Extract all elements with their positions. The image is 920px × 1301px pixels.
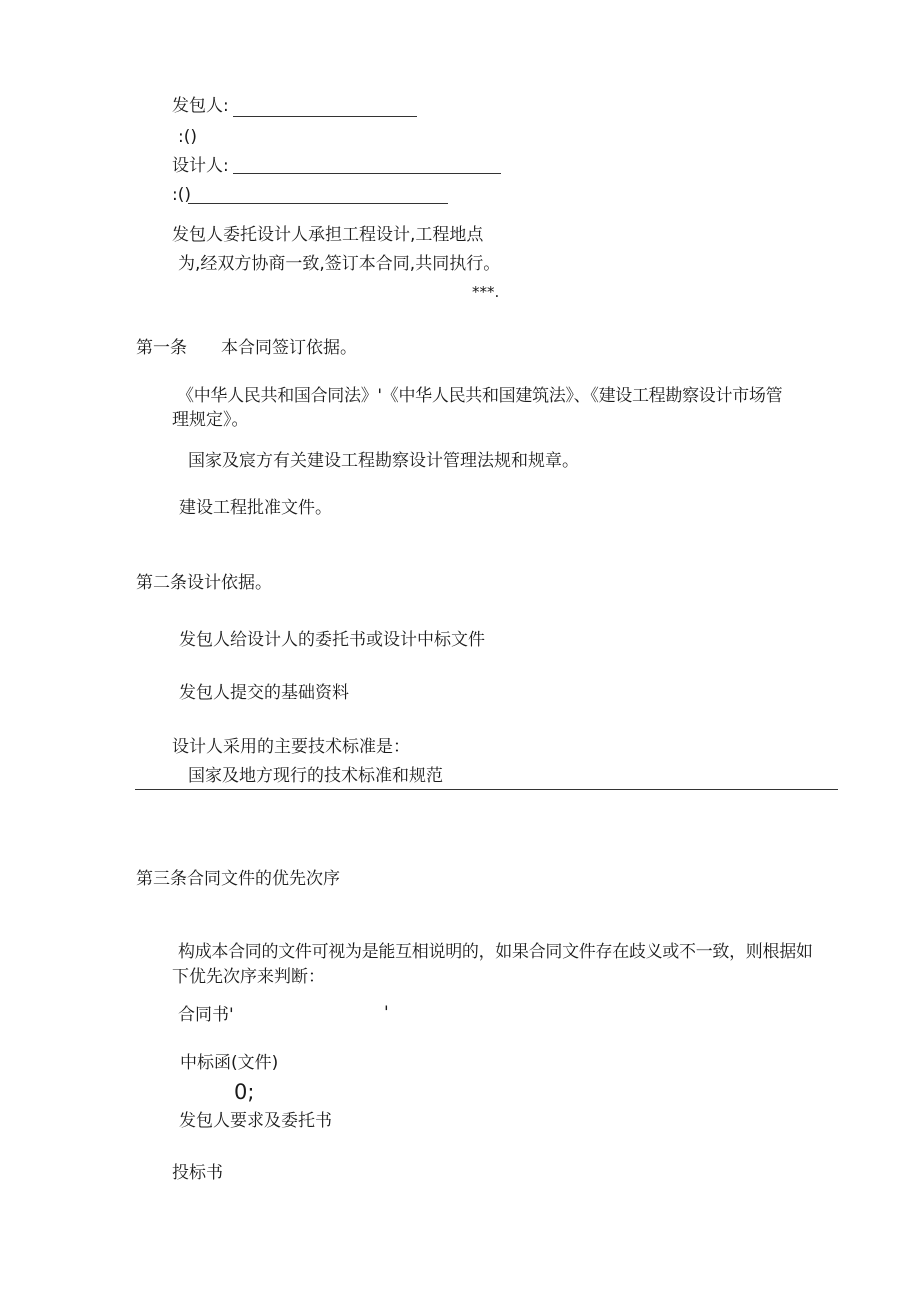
article3-para-line-2: 下优先次序来判断：: [172, 967, 325, 987]
designer-label: 设计人:: [172, 156, 229, 176]
article1-title: 第一条 本合同签订依据。: [136, 338, 357, 358]
article1-law-line-2: 理规定》。: [172, 410, 249, 430]
intro-line-2: 为,经双方协商一致,签订本合同,共同执行。: [178, 254, 501, 274]
article3-item-1: 合同书': [178, 1005, 234, 1025]
designer-sub-blank-line: [188, 203, 448, 204]
article3-item-3: 发包人要求及委托书: [179, 1111, 332, 1131]
employer-label: 发包人:: [172, 96, 229, 116]
employer-sub-label: :(): [178, 127, 197, 147]
article3-para-line-1: 构成本合同的文件可视为是能互相说明的，如果合同文件存在歧义或不一致，则根据如: [178, 942, 813, 962]
article2-item-3-value: 国家及地方现行的技术标准和规范: [188, 766, 443, 786]
employer-blank-line: [233, 116, 417, 117]
article2-title: 第二条设计依据。: [136, 573, 272, 593]
article3-item-2-sub: 0;: [234, 1080, 255, 1104]
article1-item-2: 国家及宸方有关建设工程勘察设计管理法规和规章。: [188, 451, 579, 471]
designer-sub-label: :(): [172, 185, 191, 205]
article3-item-2: 中标函(文件): [180, 1053, 279, 1073]
intro-line-1: 发包人委托设计人承担工程设计,工程地点: [172, 225, 484, 245]
article3-item-1-mark: ': [384, 1003, 389, 1023]
article3-title: 第三条合同文件的优先次序: [136, 869, 340, 889]
article1-item-3: 建设工程批准文件。: [179, 498, 332, 518]
article1-law-line-1: 《中华人民共和国合同法》'《中华人民共和国建筑法》、《建设工程勘察设计市场管: [177, 386, 783, 406]
article2-item-3: 设计人采用的主要技术标准是：: [172, 737, 410, 757]
article3-item-4: 投标书: [172, 1163, 223, 1183]
designer-blank-line: [233, 173, 501, 174]
intro-mark: ***.: [472, 283, 500, 301]
article2-item-1: 发包人给设计人的委托书或设计中标文件: [179, 630, 485, 650]
standards-underline: [135, 789, 838, 790]
article2-item-2: 发包人提交的基础资料: [179, 683, 349, 703]
